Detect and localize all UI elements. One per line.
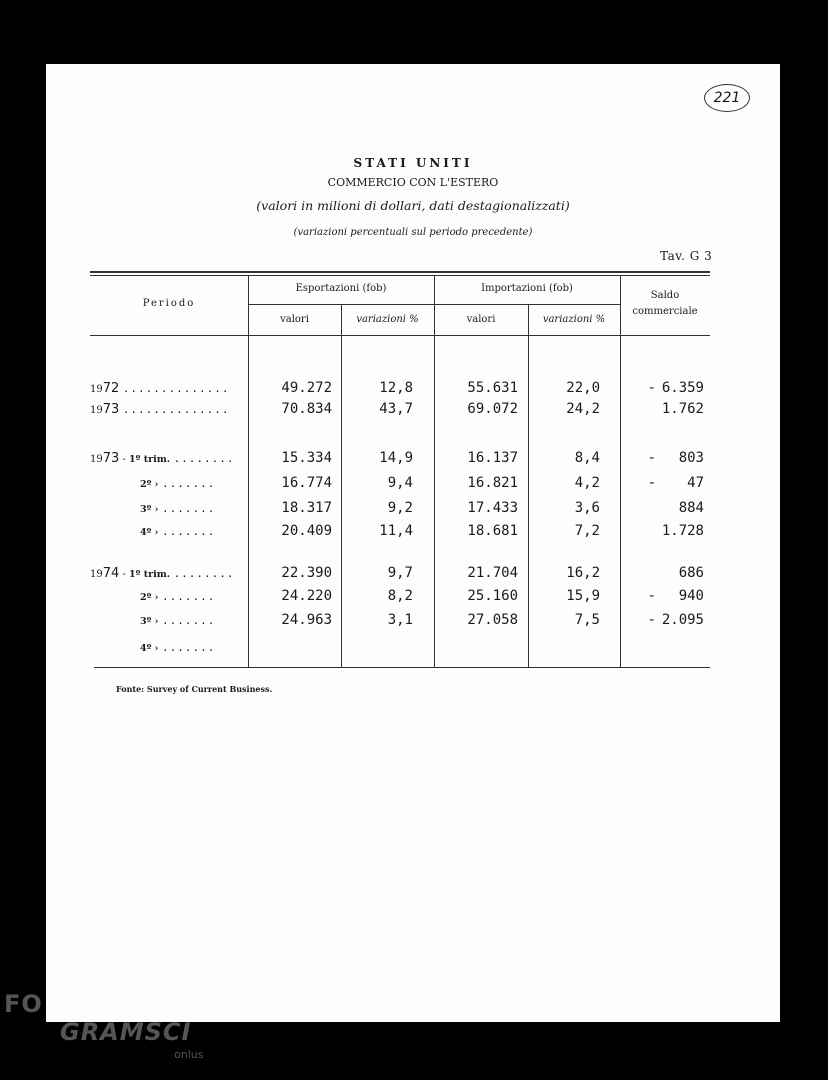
row-label-quarter: 4º ›: [140, 527, 159, 538]
row-label-leader: .......: [161, 641, 216, 654]
export-value-cell: 15.334: [281, 450, 332, 466]
col-divider-period: [248, 275, 249, 667]
row-label-leader: ........: [173, 452, 235, 465]
export-value-cell: 20.409: [281, 523, 332, 539]
row-label-separator: -: [119, 454, 130, 465]
header-bottom-rule: [90, 335, 710, 336]
export-variation-cell: 12,8: [379, 380, 413, 396]
header-imp-values: valori: [466, 314, 496, 325]
balance-cell: 1.728: [661, 523, 704, 539]
import-variation-cell: 7,2: [574, 523, 600, 539]
import-variation-cell: 8,4: [574, 450, 600, 466]
row-label-year: 72: [102, 381, 120, 396]
row-label: [90, 451, 235, 466]
table-bottom-rule: [94, 667, 710, 668]
import-variation-cell: 15,9: [566, 588, 600, 604]
table-id: Tav. G 3: [660, 249, 713, 263]
row-label-quarter: 4º ›: [140, 643, 159, 654]
row-label-quarter: 2º ›: [140, 479, 159, 490]
document-page: [46, 64, 780, 1022]
row-label-year: 74: [102, 566, 120, 581]
import-variation-cell: 3,6: [574, 500, 600, 516]
export-value-cell: 70.834: [281, 401, 332, 417]
balance-sign: -: [647, 380, 656, 396]
import-value-cell: 17.433: [467, 500, 518, 516]
table-top-rule-2: [90, 275, 710, 276]
row-label-year: 73: [102, 402, 120, 417]
import-variation-cell: 4,2: [574, 475, 600, 491]
source-note: Fonte: Survey of Current Business.: [116, 684, 273, 694]
export-value-cell: 24.220: [281, 588, 332, 604]
header-balance-1: Saldo: [650, 290, 680, 301]
export-variation-cell: 9,7: [387, 565, 413, 581]
import-variation-cell: 7,5: [574, 612, 600, 628]
col-divider-exp-imp: [434, 275, 435, 667]
export-value-cell: 16.774: [281, 475, 332, 491]
watermark-text-3: onlus: [174, 1048, 204, 1061]
row-label: [140, 640, 215, 655]
import-value-cell: 21.704: [467, 565, 518, 581]
table-title-country: STATI UNITI: [353, 156, 473, 170]
export-value-cell: 24.963: [281, 612, 332, 628]
header-balance-2: commerciale: [632, 306, 698, 317]
row-label-leader: ..............: [122, 382, 230, 395]
row-label-leader: .......: [161, 525, 216, 538]
import-value-cell: 25.160: [467, 588, 518, 604]
header-period: Periodo: [142, 298, 196, 309]
export-value-cell: 22.390: [281, 565, 332, 581]
table-variation-note: (variazioni percentuali sul periodo precedente): [293, 227, 533, 238]
balance-cell: 47: [687, 475, 704, 491]
export-variation-cell: 8,2: [387, 588, 413, 604]
row-label-leader: ..............: [122, 403, 230, 416]
balance-sign: -: [647, 475, 656, 491]
row-label-quarter: 1º trim.: [129, 569, 171, 580]
row-label-quarter: 1º trim.: [129, 454, 171, 465]
page-number: 221: [704, 84, 750, 112]
balance-cell: 940: [678, 588, 704, 604]
col-divider-balance: [620, 275, 621, 667]
balance-cell: 1.762: [661, 401, 704, 417]
balance-sign: -: [647, 450, 656, 466]
row-label-year: 73: [102, 451, 120, 466]
row-label: [90, 402, 230, 417]
row-label-quarter: 3º ›: [140, 504, 159, 515]
row-label-leader: .......: [161, 502, 216, 515]
import-variation-cell: 16,2: [566, 565, 600, 581]
header-exp-variations: variazioni %: [356, 314, 419, 325]
export-variation-cell: 9,2: [387, 500, 413, 516]
balance-cell: 6.359: [661, 380, 704, 396]
export-variation-cell: 43,7: [379, 401, 413, 417]
row-label-separator: -: [119, 569, 130, 580]
table-units-note: (valori in milioni di dollari, dati destagionalizzati): [256, 198, 570, 213]
header-imp-variations: variazioni %: [542, 314, 606, 325]
import-variation-cell: 24,2: [566, 401, 600, 417]
import-value-cell: 55.631: [467, 380, 518, 396]
balance-sign: -: [647, 612, 656, 628]
row-label-leader: .......: [161, 590, 216, 603]
import-value-cell: 16.137: [467, 450, 518, 466]
balance-cell: 803: [678, 450, 704, 466]
export-variation-cell: 14,9: [379, 450, 413, 466]
row-label-century: 19: [90, 569, 103, 580]
export-value-cell: 49.272: [281, 380, 332, 396]
import-value-cell: 69.072: [467, 401, 518, 417]
row-label-century: 19: [90, 454, 103, 465]
row-label-leader: ........: [173, 567, 235, 580]
row-label: [140, 476, 215, 491]
watermark-text-1: FO: [4, 990, 43, 1018]
table-title-subject: COMMERCIO CON L'ESTERO: [327, 176, 499, 189]
balance-cell: 884: [678, 500, 704, 516]
export-value-cell: 18.317: [281, 500, 332, 516]
import-variation-cell: 22,0: [566, 380, 600, 396]
row-label: [140, 613, 215, 628]
export-variation-cell: 11,4: [379, 523, 413, 539]
row-label-leader: .......: [161, 614, 216, 627]
row-label-leader: .......: [161, 477, 216, 490]
row-label: [90, 381, 230, 396]
row-label-century: 19: [90, 384, 103, 395]
header-imports: Importazioni (fob): [481, 283, 573, 294]
table-top-rule: [90, 271, 710, 273]
import-value-cell: 27.058: [467, 612, 518, 628]
row-label: [140, 501, 215, 516]
export-variation-cell: 9,4: [387, 475, 413, 491]
import-value-cell: 16.821: [467, 475, 518, 491]
row-label: [90, 566, 235, 581]
row-label: [140, 589, 215, 604]
row-label-century: 19: [90, 405, 103, 416]
row-label: [140, 524, 215, 539]
watermark-text-2: GRAMSCI: [60, 1018, 192, 1046]
header-exports: Esportazioni (fob): [295, 283, 387, 294]
balance-sign: -: [647, 588, 656, 604]
balance-cell: 2.095: [661, 612, 704, 628]
import-value-cell: 18.681: [467, 523, 518, 539]
balance-cell: 686: [678, 565, 704, 581]
header-exp-values: valori: [280, 314, 309, 325]
export-variation-cell: 3,1: [387, 612, 413, 628]
row-label-quarter: 3º ›: [140, 616, 159, 627]
row-label-quarter: 2º ›: [140, 592, 159, 603]
